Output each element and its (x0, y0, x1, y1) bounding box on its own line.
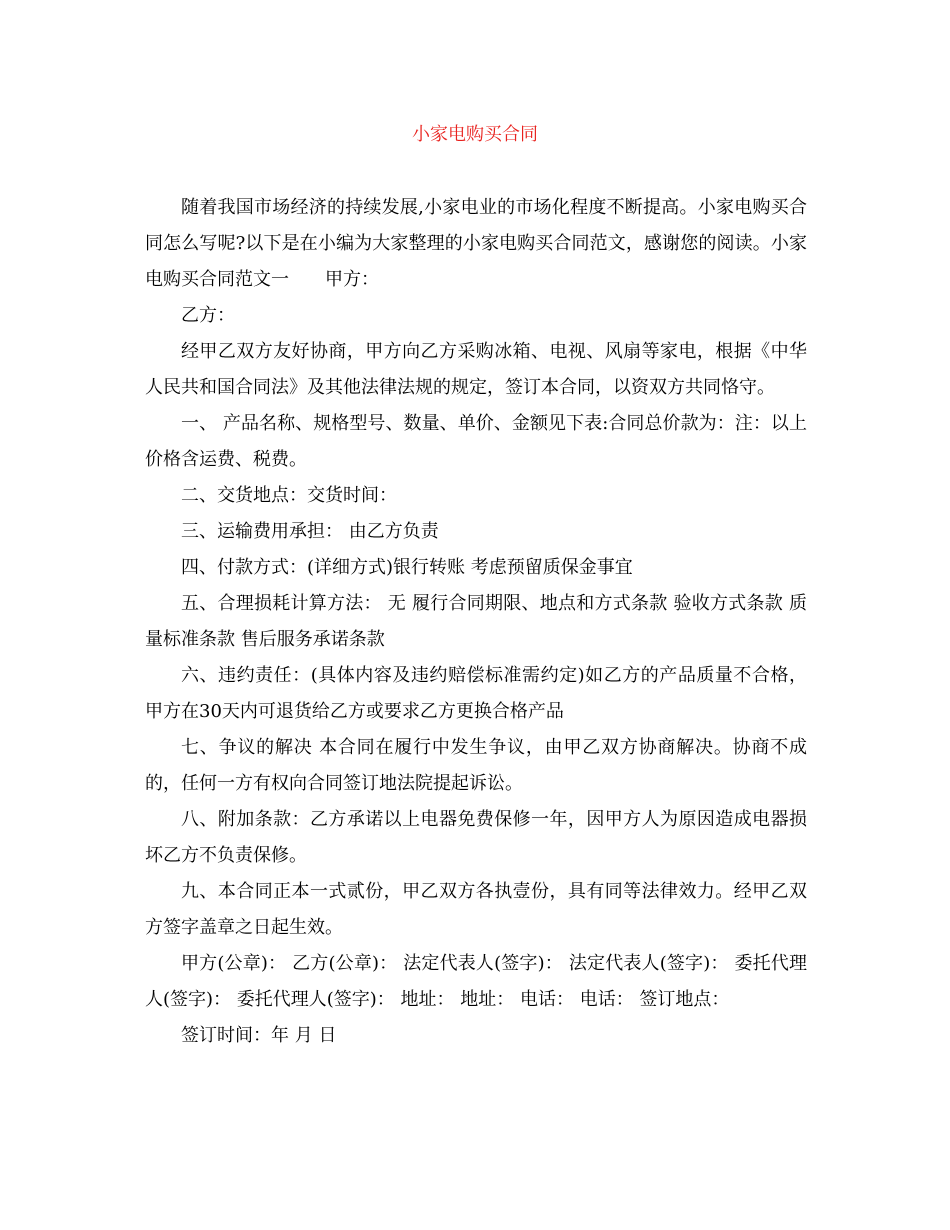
clause-8: 八、附加条款：乙方承诺以上电器免费保修一年，因甲方人为原因造成电器损坏乙方不负责保修。 (145, 809, 807, 866)
clause-2: 二、交货地点：交货时间： (181, 485, 397, 506)
clause-4: 四、付款方式：(详细方式)银行转账 考虑预留质保金事宜 (181, 557, 633, 578)
signing-date: 签订时间：年 月 日 (181, 1025, 337, 1046)
preamble-paragraph: 经甲乙双方友好协商，甲方向乙方采购冰箱、电视、风扇等家电，根据《中华人民共和国合同法》及其他法律法规的规定，签订本合同，以资双方共同恪守。 (145, 341, 807, 398)
clause-5: 五、合理损耗计算方法： 无 履行合同期限、地点和方式条款 验收方式条款 质量标准条款 售后服务承诺条款 (145, 593, 807, 650)
clause-1: 一、 产品名称、规格型号、数量、单价、金额见下表:合同总价款为：注：以上价格含运费、税费。 (145, 413, 807, 470)
signature-block: 甲方(公章)： 乙方(公章)： 法定代表人(签字)： 法定代表人(签字)： 委托代理人(签字)： 委托代理人(签字)： 地址： 地址： 电话： 电话： 签订地点： (145, 953, 807, 1010)
clause-3: 三、运输费用承担： 由乙方负责 (181, 521, 439, 542)
clause-6: 六、违约责任：(具体内容及违约赔偿标准需约定)如乙方的产品质量不合格，甲方在30天内可退货给乙方或要求乙方更换合格产品 (145, 665, 807, 722)
clause-7: 七、争议的解决 本合同在履行中发生争议，由甲乙双方协商解决。协商不成的，任何一方有权向合同签订地法院提起诉讼。 (145, 737, 807, 794)
clause-9: 九、本合同正本一式贰份，甲乙双方各执壹份，具有同等法律效力。经甲乙双方签字盖章之日起生效。 (145, 881, 807, 938)
document-title: 小家电购买合同 (412, 124, 538, 145)
document-body (145, 190, 807, 1054)
intro-paragraph: 随着我国市场经济的持续发展,小家电业的市场化程度不断提高。小家电购买合同怎么写呢?以下是在小编为大家整理的小家电购买合同范文，感谢您的阅读。小家电购买合同范文一 甲方： (145, 197, 807, 290)
party-b-line: 乙方： (181, 305, 235, 326)
